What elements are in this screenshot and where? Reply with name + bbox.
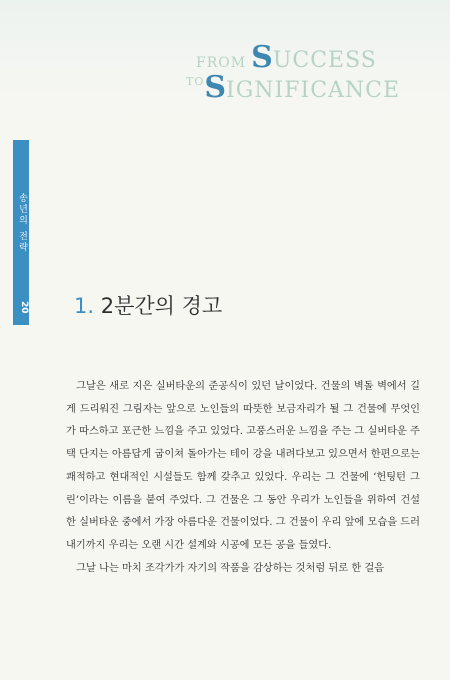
paragraph: 그날 나는 마치 조각가가 자기의 작품을 감상하는 것처럼 뒤로 한 걸음 (76, 562, 385, 574)
heading-success-initial: S (251, 40, 273, 75)
side-tab (13, 140, 29, 325)
paragraph: 그날은 새로 지은 실버타운의 준공식이 있던 날이었다. 건물의 벽돌 벽에서 길게 드리워진 그림자는 앞으로 노인들의 따뜻한 보금자리가 될 그 건물에 무엇인가 따스하고 포근한 느낌을 주고 있었다. 고풍스러운 느낌을 주는 그 실버타운 주택 단지는 아름답게 굽이쳐 돌아가는 테이 강을 내려다보고 있으면서 한편으로는 쾌적하고 현대적인 시설들도 함께 갖추고 있었다. 우리는 그 건물에 ‘헌팅턴 그린’이라는 이름을 붙여 주었다. 그 건물은 그 동안 우리가 노인들을 위하여 건설한 실버타운 중에서 가장 아름다운 건물이었다. 그 건물이 우리 앞에 모습을 드러내기까지 우리는 오랜 시간 설계와 시공에 모든 공을 들였다. (66, 381, 420, 551)
heading-success-rest: UCCESS (272, 48, 377, 73)
heading-significance-initial: S (204, 70, 227, 105)
heading-to: TO (186, 75, 205, 88)
chapter-number: 1. (74, 294, 95, 318)
heading-from: FROM (196, 55, 247, 71)
chapter-title (74, 290, 222, 320)
series-heading-line2 (186, 70, 400, 105)
page-number: 20 (19, 300, 29, 314)
body-text (66, 376, 420, 580)
chapter-title-text: 2분간의 경고 (100, 294, 223, 318)
side-tab-section-label: 송년의 전략 (17, 193, 27, 253)
heading-significance-rest: IGNIFICANCE (226, 78, 401, 103)
